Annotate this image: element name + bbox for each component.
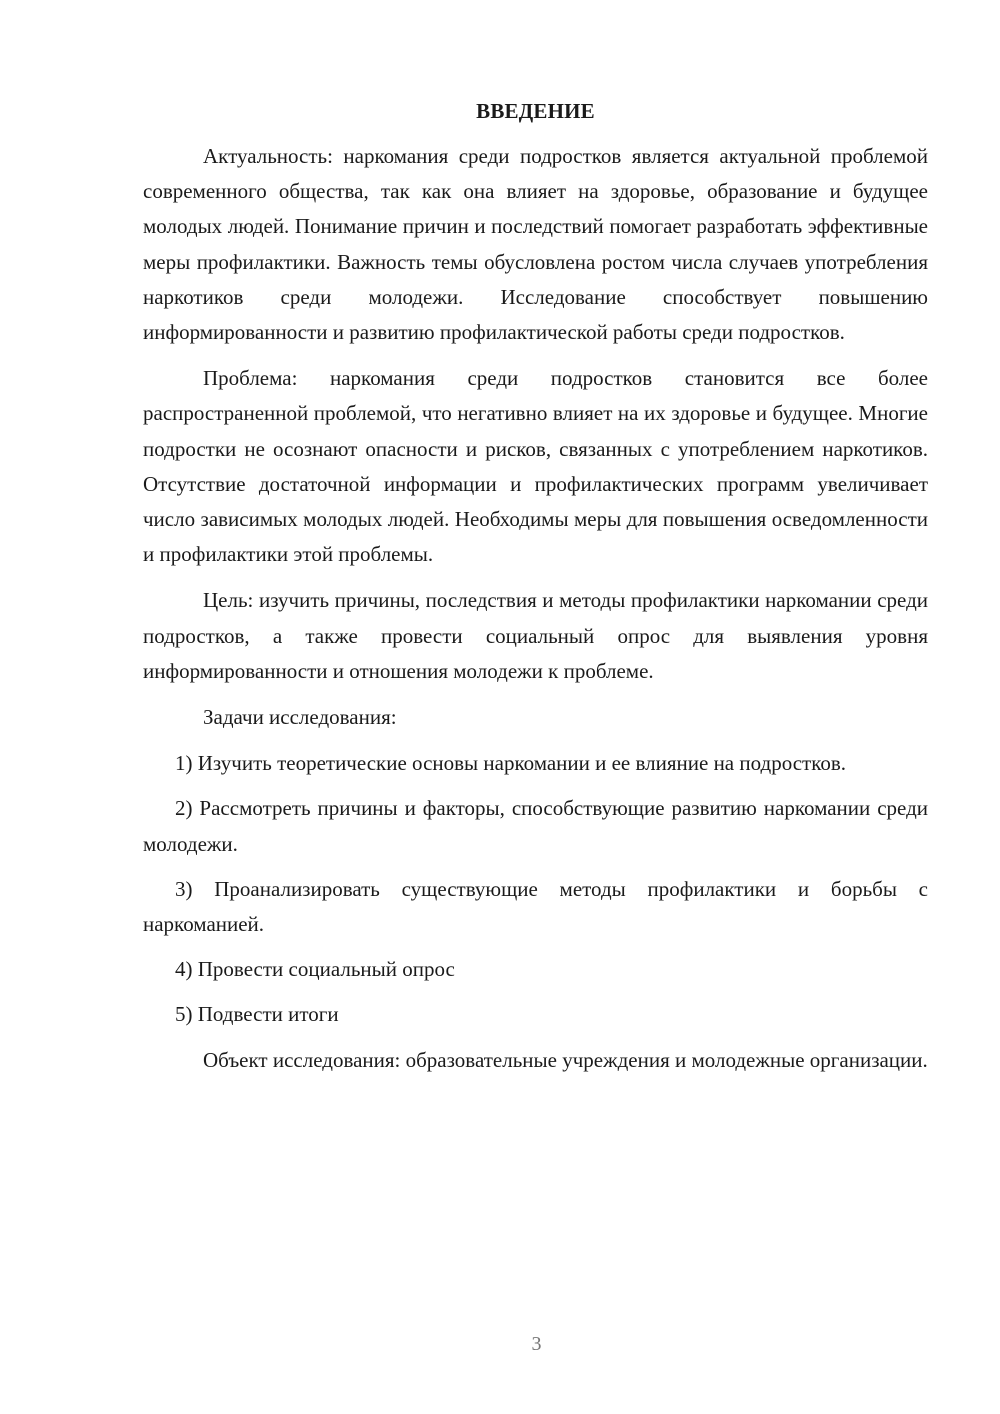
task-item: 2) Рассмотреть причины и факторы, способствующие развитию наркомании среди молодежи. bbox=[143, 796, 928, 856]
section-title: ВВЕДЕНИЕ bbox=[476, 99, 595, 123]
object-paragraph: Объект исследования: образовательные учреждения и молодежные организации. bbox=[203, 1047, 928, 1072]
task-item: 5) Подвести итоги bbox=[175, 1002, 339, 1027]
page-number: 3 bbox=[531, 1333, 542, 1355]
tasks-heading: Задачи исследования: bbox=[203, 705, 397, 730]
problem-paragraph: Проблема: наркомания среди подростков становится все более распространенной проблемой, что негативно влияет на их здоровье и будущее. Многие подростки не осознают опасности и рисков, связанных с употреблением наркотиков. Отсутствие достаточной информации и профилактических программ увеличивает число зависимых молодых людей. Необходимы меры для повышения осведомленности и профилактики этой проблемы. bbox=[143, 366, 928, 567]
relevance-paragraph: Актуальность: наркомания среди подростков является актуальной проблемой современного общества, так как она влияет на здоровье, образование и будущее молодых людей. Понимание причин и последствий помогает разработать эффективные меры профилактики. Важность темы обусловлена ростом числа случаев употребления наркотиков среди молодежи. Исследование способствует повышению информированности и развитию профилактической работы среди подростков. bbox=[143, 144, 928, 345]
task-item: 4) Провести социальный опрос bbox=[175, 957, 455, 982]
page-content bbox=[143, 94, 928, 1089]
task-item: 3) Проанализировать существующие методы профилактики и борьбы с наркоманией. bbox=[143, 876, 928, 937]
task-item: 1) Изучить теоретические основы наркомании и ее влияние на подростков. bbox=[175, 751, 847, 776]
goal-paragraph: Цель: изучить причины, последствия и методы профилактики наркомании среди подростков, а также провести социальный опрос для выявления уровня информированности и отношения молодежи к проблеме. bbox=[143, 588, 928, 683]
